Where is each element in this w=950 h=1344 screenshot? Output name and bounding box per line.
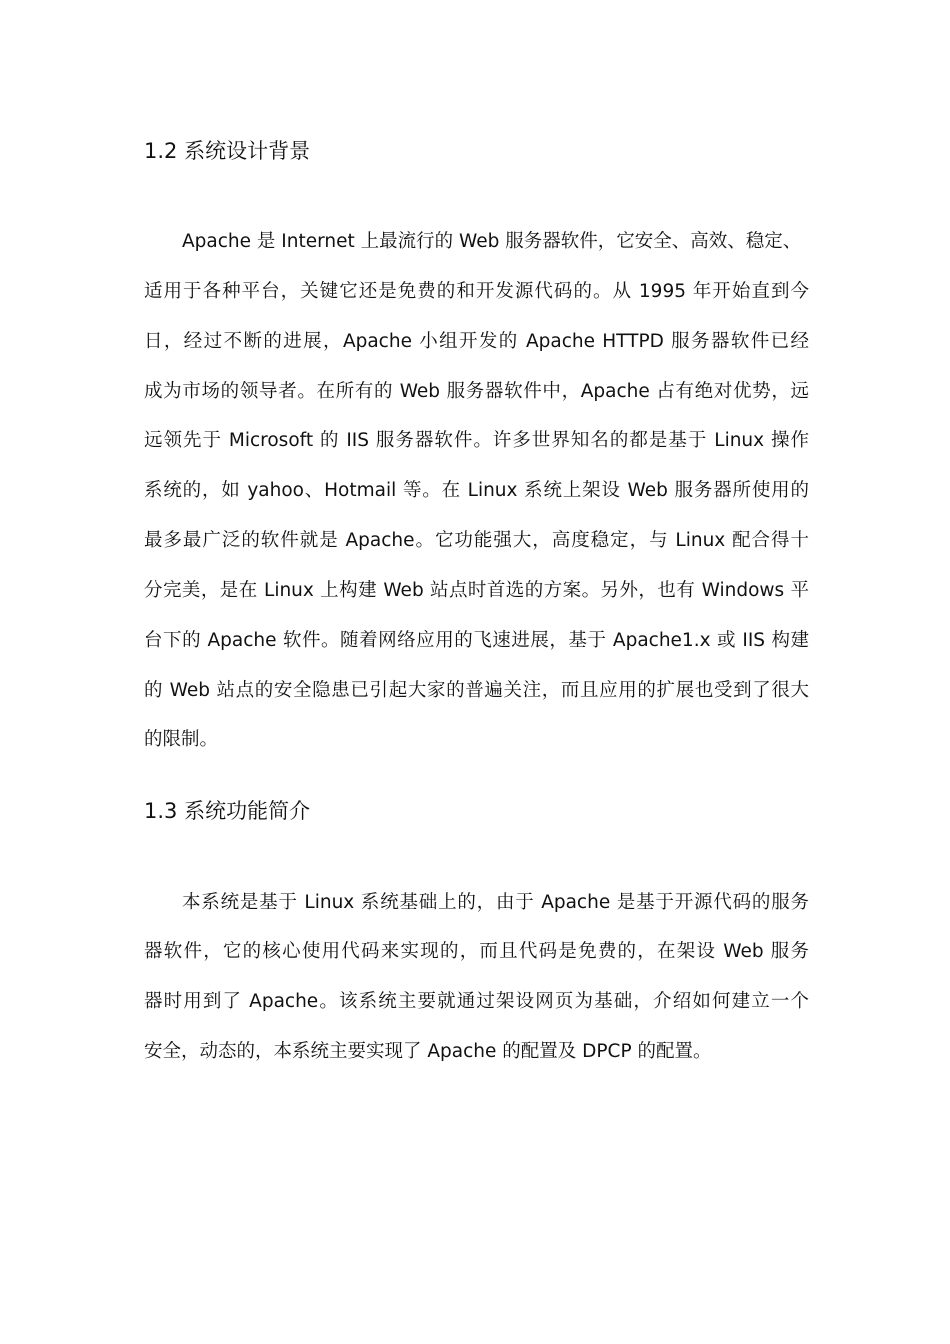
paragraph-line: 的 Web 站点的安全隐患已引起大家的普遍关注，而且应用的扩展也受到了很大 — [144, 680, 809, 701]
paragraph-line: 分完美，是在 Linux 上构建 Web 站点时首选的方案。另外，也有 Windows 平 — [144, 580, 809, 601]
paragraph-line: 本系统是基于 Linux 系统基础上的，由于 Apache 是基于开源代码的服务 — [182, 892, 809, 913]
paragraph-line: 远领先于 Microsoft 的 IIS 服务器软件。许多世界知名的都是基于 Linux 操作 — [144, 430, 809, 451]
section-heading-1-3: 1.3 系统功能简介 — [144, 799, 311, 823]
paragraph-line: 适用于各种平台，关键它还是免费的和开发源代码的。从 1995 年开始直到今 — [144, 281, 809, 302]
paragraph-line: 器软件，它的核心使用代码来实现的，而且代码是免费的，在架设 Web 服务 — [144, 941, 809, 962]
section-heading-1-2: 1.2 系统设计背景 — [144, 139, 311, 163]
paragraph-line: 器时用到了 Apache。该系统主要就通过架设网页为基础，介绍如何建立一个 — [144, 991, 809, 1012]
paragraph-line: 系统的，如 yahoo、Hotmail 等。在 Linux 系统上架设 Web 服务器所使用的 — [144, 480, 809, 501]
paragraph-line: 的限制。 — [144, 729, 219, 750]
paragraph-line: 台下的 Apache 软件。随着网络应用的飞速进展，基于 Apache1.x 或 IIS 构建 — [144, 630, 809, 651]
paragraph-line: Apache 是 Internet 上最流行的 Web 服务器软件，它安全、高效、稳定、 — [182, 231, 802, 252]
paragraph-line: 最多最广泛的软件就是 Apache。它功能强大，高度稳定，与 Linux 配合得十 — [144, 530, 809, 551]
paragraph-line: 成为市场的领导者。在所有的 Web 服务器软件中，Apache 占有绝对优势，远 — [144, 381, 809, 402]
paragraph-line: 安全，动态的，本系统主要实现了 Apache 的配置及 DPCP 的配置。 — [144, 1041, 712, 1062]
paragraph-line: 日，经过不断的进展，Apache 小组开发的 Apache HTTPD 服务器软件已经 — [144, 331, 809, 352]
